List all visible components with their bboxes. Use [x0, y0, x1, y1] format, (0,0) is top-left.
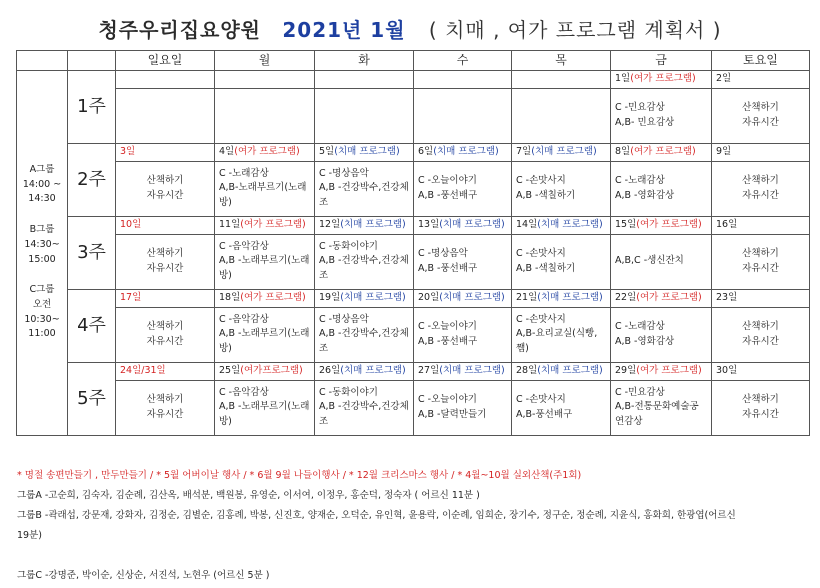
activity-line: C -음악감상 [219, 313, 269, 325]
date-number: 21일 [516, 291, 538, 303]
header-fri: 금 [611, 51, 712, 71]
program-tag: (여가 프로그램) [630, 145, 696, 157]
date-cell [712, 289, 810, 307]
activity-cell [215, 88, 315, 143]
week4-date-row [17, 289, 810, 307]
date-cell [315, 289, 414, 307]
header-tue: 화 [315, 51, 414, 71]
activity-cell [414, 307, 512, 362]
activity-line: 산책하기 [742, 247, 779, 259]
date-number: 12일 [319, 218, 341, 230]
activity-line: A,B -색칠하기 [516, 262, 576, 274]
date-cell [414, 216, 512, 234]
date-cell [116, 289, 215, 307]
activity-line: 자유시간 [146, 408, 184, 420]
program-tag: (여가 프로그램) [636, 291, 702, 303]
header-mon: 월 [215, 51, 315, 71]
group-a-members: 그룹A -고순희, 김숙자, 김순례, 김산옥, 배석분, 백원봉, 유영순, 이서여, 이정우, 홍순덕, 정숙자 ( 어르신 11분 ) [17, 490, 480, 501]
activity-line: 산책하기 [146, 174, 184, 186]
activity-cell [116, 88, 215, 143]
program-tag: (치매 프로그램) [433, 145, 499, 157]
activity-line: A,B -노래부르기(노래방) [219, 328, 310, 354]
activity-cell [712, 380, 810, 435]
activity-line: A,B -풍선배구 [418, 335, 478, 347]
activity-line: A,B -풍선배구 [418, 189, 478, 201]
program-tag: (여가 프로그램) [240, 291, 306, 303]
week1-activity-row [17, 88, 810, 143]
activity-line: C -노래감상 [219, 167, 269, 179]
activity-cell [116, 307, 215, 362]
title-subtitle: ( 치매 , 여가 프로그램 계획서 ) [428, 18, 722, 42]
notes-section [17, 468, 817, 588]
date-number: 4일 [219, 145, 235, 157]
activity-line: A,B- 민요감상 [615, 116, 675, 128]
date-number: 26일 [319, 364, 341, 376]
date-number: 25일 [219, 364, 241, 376]
group-c-name: C그룹 [29, 284, 55, 296]
date-cell [414, 362, 512, 380]
activity-line: A,B,C -생신잔치 [615, 255, 684, 267]
week3-date-row [17, 216, 810, 234]
activity-cell [315, 88, 414, 143]
activity-cell [611, 161, 712, 216]
header-thu: 목 [512, 51, 611, 71]
week2-activity-row [17, 161, 810, 216]
group-c-members: 그룹C -강명준, 박이순, 신상순, 서진석, 노현우 (어르신 5분 ) [17, 570, 270, 581]
date-number: 27일 [418, 364, 440, 376]
date-cell [116, 216, 215, 234]
date-cell [215, 289, 315, 307]
date-cell [116, 143, 215, 161]
date-number: 20일 [418, 291, 440, 303]
activity-line: A,B -건강박수,건강체조 [319, 255, 409, 281]
activity-cell [611, 234, 712, 289]
program-tag: (여가프로그램) [240, 364, 303, 376]
date-cell [215, 362, 315, 380]
date-cell [712, 216, 810, 234]
activity-line: C -손맛사지 [516, 174, 566, 186]
activity-line: A,B-전통문화예술공연감상 [615, 401, 699, 427]
activity-cell [512, 234, 611, 289]
date-number: 30일 [716, 364, 738, 376]
activity-line: A,B -노래부르기(노래방) [219, 401, 310, 427]
date-cell [712, 143, 810, 161]
group-a-time: 14:00 ~ [22, 178, 62, 190]
activity-line: A,B -건강박수,건강체조 [319, 401, 409, 427]
date-number: 28일 [516, 364, 538, 376]
group-b-members-cont: 19분) [17, 530, 42, 541]
date-cell [414, 143, 512, 161]
activity-line: 자유시간 [146, 335, 184, 347]
activity-line: C -손맛사지 [516, 393, 566, 405]
activity-line: C -손맛사지 [516, 313, 566, 325]
activity-line: A,B-요리교실(식빵,쨈) [516, 328, 598, 354]
program-tag: (치매 프로그램) [340, 364, 406, 376]
activity-line: C -명상음악 [319, 313, 369, 325]
program-tag: (여가 프로그램) [234, 145, 300, 157]
activity-cell [611, 88, 712, 143]
corner-cell-2 [68, 51, 116, 71]
activity-line: C -손맛사지 [516, 247, 566, 259]
activity-line: A,B -풍선배구 [418, 262, 478, 274]
year-month: 2021년 1월 [282, 18, 406, 42]
header-sat: 토요일 [712, 51, 810, 71]
activity-cell [712, 307, 810, 362]
date-cell [116, 362, 215, 380]
date-cell [611, 143, 712, 161]
date-cell [512, 143, 611, 161]
date-cell [315, 216, 414, 234]
activity-cell [712, 88, 810, 143]
activity-cell [712, 234, 810, 289]
week-label: 2주 [68, 143, 116, 216]
activity-line: 자유시간 [742, 116, 779, 128]
group-b-time-end: 15:00 [28, 253, 56, 265]
activity-cell [215, 307, 315, 362]
activity-line: 산책하기 [742, 101, 779, 113]
program-tag: (여가 프로그램) [630, 72, 696, 84]
date-cell [315, 70, 414, 88]
activity-line: C -동화이야기 [319, 240, 378, 252]
group-b-name: B그룹 [29, 224, 55, 236]
program-tag: (치매 프로그램) [439, 364, 505, 376]
activity-line: C -동화이야기 [319, 386, 378, 398]
activity-line: 산책하기 [146, 247, 184, 259]
activity-cell [414, 380, 512, 435]
activity-cell [414, 161, 512, 216]
week-label: 1주 [68, 70, 116, 143]
program-tag: (여가 프로그램) [636, 364, 702, 376]
program-tag: (치매 프로그램) [334, 145, 400, 157]
activity-cell [512, 307, 611, 362]
activity-line: 자유시간 [742, 262, 779, 274]
header-sun: 일요일 [116, 51, 215, 71]
activity-line: A,B-풍선배구 [516, 408, 573, 420]
activity-line: A,B -건강박수,건강체조 [319, 182, 409, 208]
date-number: 23일 [716, 291, 738, 303]
activity-cell [315, 234, 414, 289]
group-times-cell [17, 70, 68, 435]
date-number: 14일 [516, 218, 538, 230]
date-cell [611, 289, 712, 307]
activity-cell [116, 234, 215, 289]
date-number: 11일 [219, 218, 241, 230]
header-row [17, 51, 810, 71]
activity-cell [315, 380, 414, 435]
date-number: 6일 [418, 145, 434, 157]
activity-line: 자유시간 [742, 335, 779, 347]
date-cell [116, 70, 215, 88]
date-number: 2일 [716, 72, 732, 84]
schedule-table [16, 50, 810, 436]
program-tag: (여가 프로그램) [636, 218, 702, 230]
activity-line: C -노래감상 [615, 174, 665, 186]
activity-line: C -명상음악 [418, 247, 468, 259]
date-cell [512, 70, 611, 88]
activity-line: C -오늘이야기 [418, 174, 477, 186]
group-c-time-start: 10:30~ [24, 313, 60, 325]
date-number: 1일 [615, 72, 631, 84]
date-number: 19일 [319, 291, 341, 303]
week5-activity-row [17, 380, 810, 435]
activity-line: 산책하기 [742, 320, 779, 332]
activity-line: 산책하기 [742, 393, 779, 405]
activity-line: C -명상음악 [319, 167, 369, 179]
activity-cell [414, 234, 512, 289]
activity-line: C -민요감상 [615, 101, 665, 113]
group-a-time-end: 14:30 [28, 193, 56, 205]
activity-line: A,B -색칠하기 [516, 189, 576, 201]
date-number: 13일 [418, 218, 440, 230]
page-title [0, 14, 820, 43]
activity-line: 자유시간 [742, 408, 779, 420]
date-number: 15일 [615, 218, 637, 230]
activity-line: A,B -달력만들기 [418, 408, 487, 420]
program-tag: (치매 프로그램) [340, 218, 406, 230]
group-c-time: 오전 [32, 299, 52, 311]
date-cell [611, 216, 712, 234]
activity-line: C -오늘이야기 [418, 320, 477, 332]
date-number: 16일 [716, 218, 738, 230]
date-number: 18일 [219, 291, 241, 303]
date-cell [315, 362, 414, 380]
activity-line: 자유시간 [742, 189, 779, 201]
program-tag: (치매 프로그램) [531, 145, 597, 157]
activity-cell [215, 234, 315, 289]
activity-cell [315, 307, 414, 362]
activity-line: 자유시간 [146, 189, 184, 201]
activity-cell [116, 161, 215, 216]
activity-line: C -음악감상 [219, 240, 269, 252]
activity-cell [512, 161, 611, 216]
activity-cell [611, 307, 712, 362]
week4-activity-row [17, 307, 810, 362]
program-tag: (치매 프로그램) [537, 291, 603, 303]
activity-line: C -노래감상 [615, 320, 665, 332]
activity-line: A,B -건강박수,건강체조 [319, 328, 409, 354]
date-number: 9일 [716, 145, 732, 157]
date-number: 7일 [516, 145, 532, 157]
org-name: 청주우리집요양원 [98, 18, 261, 42]
date-cell [215, 143, 315, 161]
date-number: 8일 [615, 145, 631, 157]
activity-cell [712, 161, 810, 216]
date-number: 24일/31일 [120, 364, 166, 376]
program-tag: (여가 프로그램) [240, 218, 306, 230]
week-label: 3주 [68, 216, 116, 289]
date-number: 22일 [615, 291, 637, 303]
date-cell [512, 216, 611, 234]
date-cell [712, 362, 810, 380]
activity-line: 산책하기 [146, 393, 184, 405]
activity-cell [215, 380, 315, 435]
special-events-note: * 명절 송편만들기 , 만두만들기 / * 5월 어버이날 행사 / * 6월 9월 나들이행사 / * 12월 크리스마스 행사 / * 4월~10월 실외산책(주1회) [17, 470, 582, 481]
program-tag: (치매 프로그램) [340, 291, 406, 303]
date-number: 10일 [120, 218, 142, 230]
activity-line: C -음악감상 [219, 386, 269, 398]
date-number: 5일 [319, 145, 335, 157]
program-tag: (치매 프로그램) [537, 364, 603, 376]
activity-cell [512, 380, 611, 435]
activity-line: 산책하기 [146, 320, 184, 332]
program-tag: (치매 프로그램) [439, 218, 505, 230]
group-a-name: A그룹 [29, 164, 55, 175]
date-cell [414, 289, 512, 307]
date-cell [611, 362, 712, 380]
group-c-time-end: 11:00 [28, 328, 56, 340]
activity-cell [611, 380, 712, 435]
date-number: 17일 [120, 291, 142, 303]
week3-activity-row [17, 234, 810, 289]
date-cell [215, 216, 315, 234]
activity-line: C -민요감상 [615, 386, 665, 398]
activity-cell [414, 88, 512, 143]
header-wed: 수 [414, 51, 512, 71]
activity-line: C -오늘이야기 [418, 393, 477, 405]
date-cell [512, 289, 611, 307]
group-b-members: 그룹B -곽래섭, 강문재, 강화자, 김정순, 김별순, 김홍례, 박봉, 신진호, 양재순, 오덕순, 유인혁, 윤용락, 이순례, 임희순, 장기수, 정구순, 정순례, 지윤식, 홍화희, 한광엽(어르신 [17, 510, 736, 521]
activity-line: A,B -영화감상 [615, 189, 675, 201]
activity-line: A,B -노래부르기(노래방) [219, 255, 310, 281]
date-cell [315, 143, 414, 161]
date-cell [611, 70, 712, 88]
week-label: 5주 [68, 362, 116, 435]
activity-cell [116, 380, 215, 435]
week5-date-row [17, 362, 810, 380]
date-number: 3일 [120, 145, 136, 157]
group-b-time: 14:30~ [24, 238, 60, 250]
activity-cell [512, 88, 611, 143]
activity-line: 산책하기 [742, 174, 779, 186]
week1-date-row [17, 70, 810, 88]
activity-line: A,B-노래부르기(노래방) [219, 182, 307, 208]
date-cell [215, 70, 315, 88]
date-number: 29일 [615, 364, 637, 376]
activity-line: 자유시간 [146, 262, 184, 274]
activity-cell [315, 161, 414, 216]
program-tag: (치매 프로그램) [537, 218, 603, 230]
activity-line: A,B -영화감상 [615, 335, 675, 347]
program-tag: (치매 프로그램) [439, 291, 505, 303]
week2-date-row [17, 143, 810, 161]
week-label: 4주 [68, 289, 116, 362]
date-cell [712, 70, 810, 88]
date-cell [414, 70, 512, 88]
activity-cell [215, 161, 315, 216]
corner-cell [17, 51, 68, 71]
date-cell [512, 362, 611, 380]
